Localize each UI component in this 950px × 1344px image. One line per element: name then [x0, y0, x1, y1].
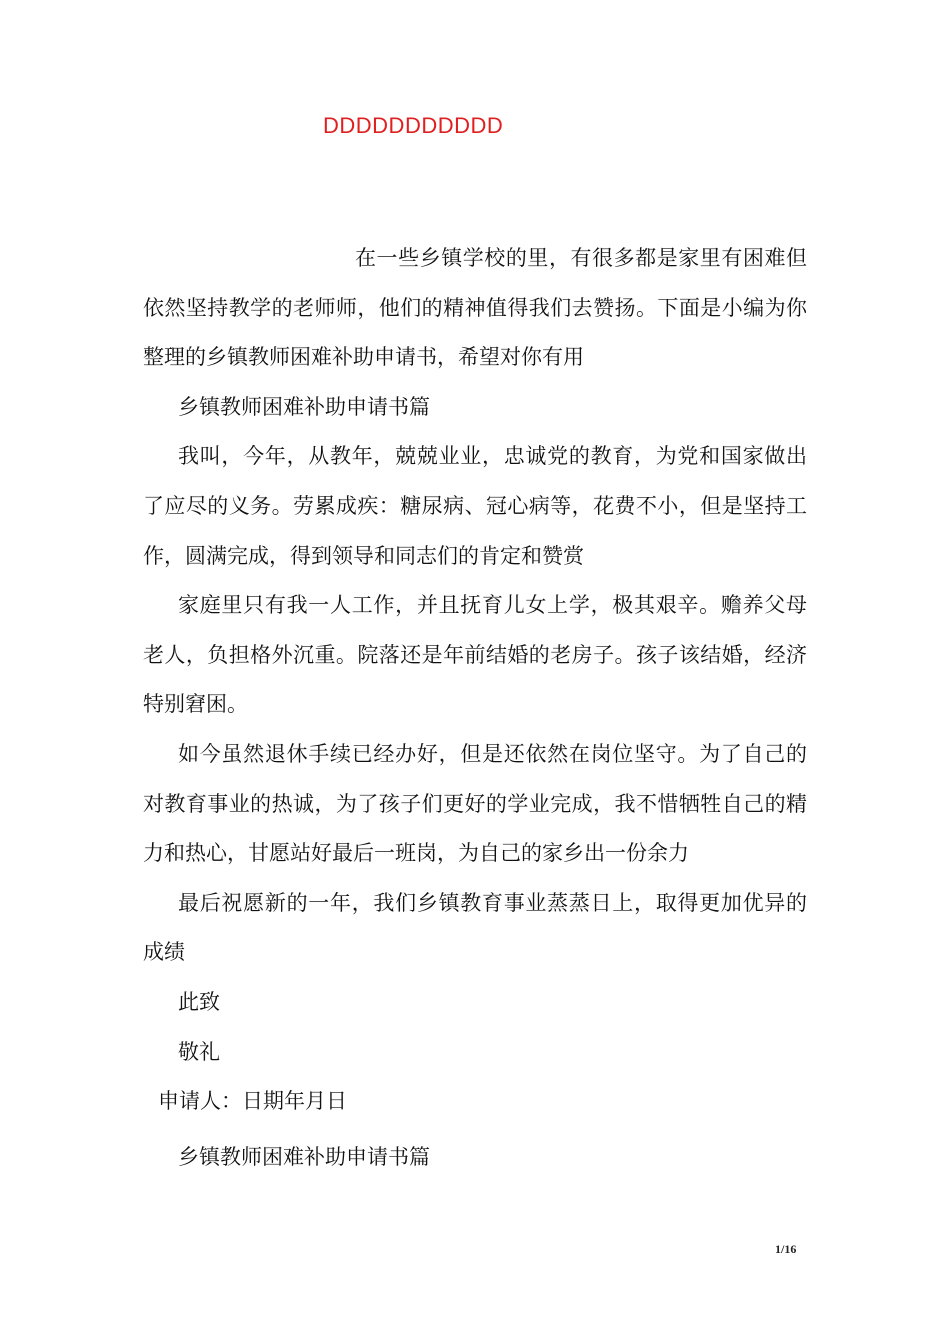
document-body [143, 234, 807, 1182]
intro-paragraph: 在一些乡镇学校的里，有很多都是家里有困难但依然坚持教学的老师师，他们的精神值得我们去赞扬。下面是小编为你整理的乡镇教师困难补助申请书，希望对你有用 [143, 246, 807, 370]
body-paragraph-2: 家庭里只有我一人工作，并且抚育儿女上学，极其艰辛。赡养父母老人，负担格外沉重。院落还是年前结婚的老房子。孩子该结婚，经济特别窘困。 [143, 593, 807, 717]
body-paragraph-3: 如今虽然退休手续已经办好，但是还依然在岗位坚守。为了自己的对教育事业的热诚，为了孩子们更好的学业完成，我不惜牺牲自己的精力和热心，甘愿站好最后一班岗，为自己的家乡出一份余力 [143, 741, 807, 866]
page-number: 1/16 [775, 1242, 797, 1256]
page-header-title: DDDDDDDDDDD [323, 113, 504, 138]
body-paragraph-4: 最后祝愿新的一年，我们乡镇教育事业蒸蒸日上，取得更加优异的成绩 [143, 890, 807, 965]
signature-line: 申请人：日期年月日 [158, 1089, 347, 1114]
body-paragraph-1: 我叫，今年，从教年，兢兢业业，忠诚党的教育，为党和国家做出了应尽的义务。劳累成疾：糖尿病、冠心病等，花费不小，但是坚持工作，圆满完成，得到领导和同志们的肯定和赞赏 [143, 444, 807, 568]
section-heading: 乡镇教师困难补助申请书篇 [178, 394, 430, 419]
closing-line-1: 此致 [178, 989, 220, 1014]
closing-line-2: 敬礼 [178, 1039, 220, 1064]
section-heading-2: 乡镇教师困难补助申请书篇 [178, 1144, 430, 1169]
